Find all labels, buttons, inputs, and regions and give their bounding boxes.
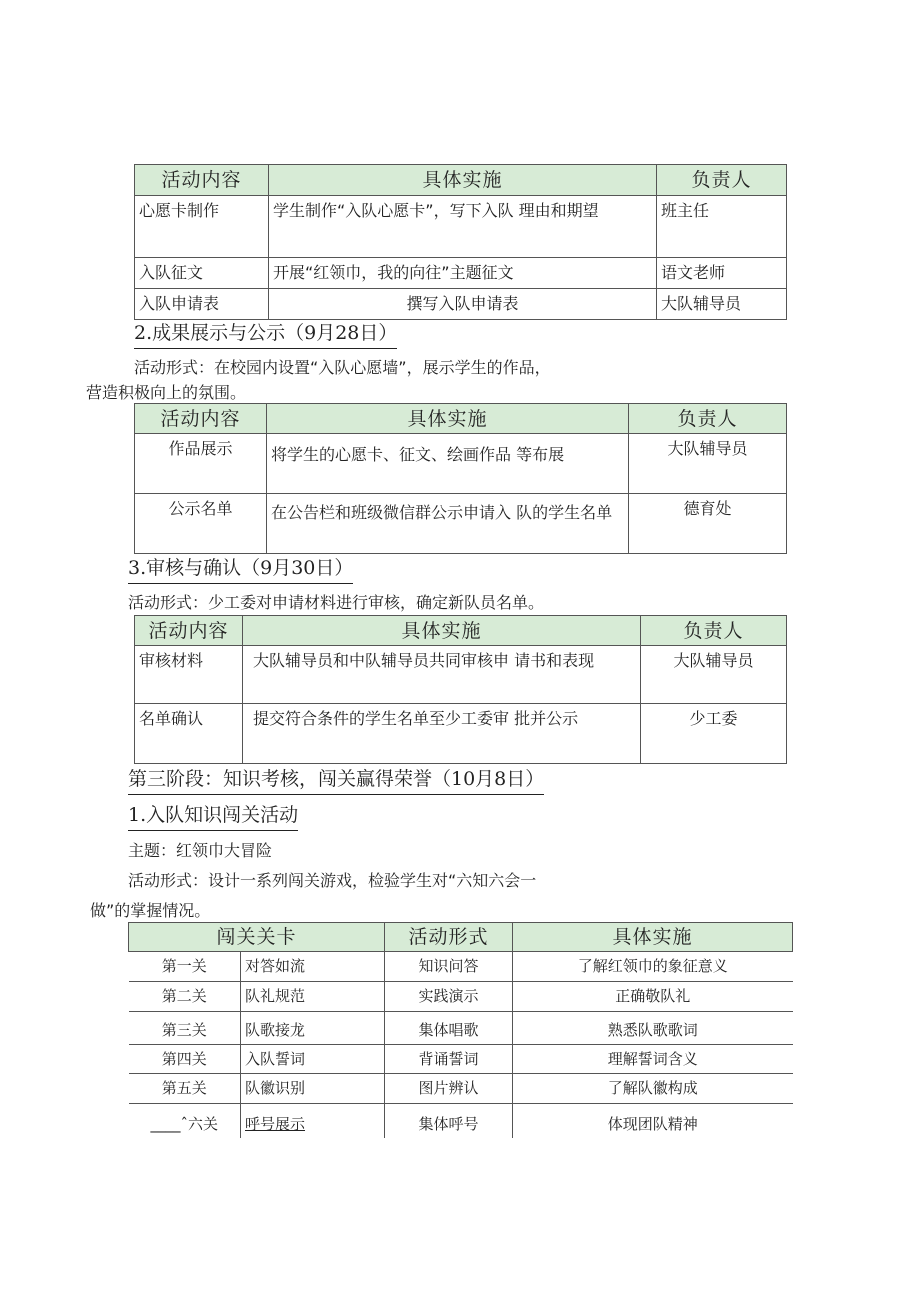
paragraph: 活动形式：设计一系列闯关游戏，检验学生对“六知六会一 [128, 871, 537, 890]
table-row: 名单确认 提交符合条件的学生名单至少工委审 批并公示 少工委 [135, 704, 787, 764]
header-content: 活动内容 [135, 165, 269, 196]
section-title: 3.审核与确认（9月30日） [128, 555, 353, 584]
paragraph: 活动形式：少工委对申请材料进行审核，确定新队员名单。 [128, 593, 545, 612]
subsection-title: 1.入队知识闯关活动 [128, 802, 298, 831]
section-title: 2.成果展示与公示（9月28日） [134, 320, 397, 349]
paragraph: 做”的掌握情况。 [90, 901, 211, 920]
table-row: 第四关 入队誓词 背诵誓词 理解誓词含义 [129, 1045, 793, 1074]
table-levels: 闯关关卡 活动形式 具体实施 第一关 对答如流 知识问答 了解红领巾的象征意义 第二关 队礼规范 实践演示 正确敬队礼 第三关 队歌接龙 集体唱歌 熟悉队歌歌词 第四关 入队誓词 背诵誓词 理解誓词含义 第五关 队徽识别 图片辨认 了解队徽构成 ____ˆ六关 呼号展示 集体呼号 体现团队精神 [128, 922, 793, 1138]
table-activities-3: 活动内容 具体实施 负责人 审核材料 大队辅导员和中队辅导员共同审核申 请书和表现 大队辅导员 名单确认 提交符合条件的学生名单至少工委审 批并公示 少工委 [134, 615, 787, 764]
table-row: 入队申请表 撰写入队申请表 大队辅导员 [135, 289, 787, 320]
stage-title: 第三阶段：知识考核，闯关赢得荣誉（10月8日） [128, 766, 544, 795]
table-row: 心愿卡制作 学生制作“入队心愿卡”，写下入队 理由和期望 班主任 [135, 196, 787, 258]
table-row: ____ˆ六关 呼号展示 集体呼号 体现团队精神 [129, 1104, 793, 1139]
paragraph: 活动形式：在校园内设置“入队心愿墙”，展示学生的作品， [134, 358, 551, 377]
table-row: 第三关 队歌接龙 集体唱歌 熟悉队歌歌词 [129, 1012, 793, 1045]
table-row: 第二关 队礼规范 实践演示 正确敬队礼 [129, 982, 793, 1012]
table-activities-2: 活动内容 具体实施 负责人 作品展示 将学生的心愿卡、征文、绘画作品 等布展 大队辅导员 公示名单 在公告栏和班级微信群公示申请入 队的学生名单 德育处 [134, 403, 787, 554]
header-impl: 具体实施 [269, 165, 657, 196]
table-row: 第一关 对答如流 知识问答 了解红领巾的象征意义 [129, 952, 793, 982]
theme-line: 主题：红领巾大冒险 [128, 841, 273, 860]
header-owner: 负责人 [657, 165, 787, 196]
paragraph: 营造积极向上的氛围。 [86, 383, 247, 402]
table-row: 作品展示 将学生的心愿卡、征文、绘画作品 等布展 大队辅导员 [135, 434, 787, 494]
table-activities-1 [134, 164, 787, 320]
table-row: 第五关 队徽识别 图片辨认 了解队徽构成 [129, 1074, 793, 1104]
table-row: 公示名单 在公告栏和班级微信群公示申请入 队的学生名单 德育处 [135, 494, 787, 554]
table-row: 审核材料 大队辅导员和中队辅导员共同审核申 请书和表现 大队辅导员 [135, 646, 787, 704]
table-row: 入队征文 开展“红领巾，我的向往”主题征文 语文老师 [135, 258, 787, 289]
